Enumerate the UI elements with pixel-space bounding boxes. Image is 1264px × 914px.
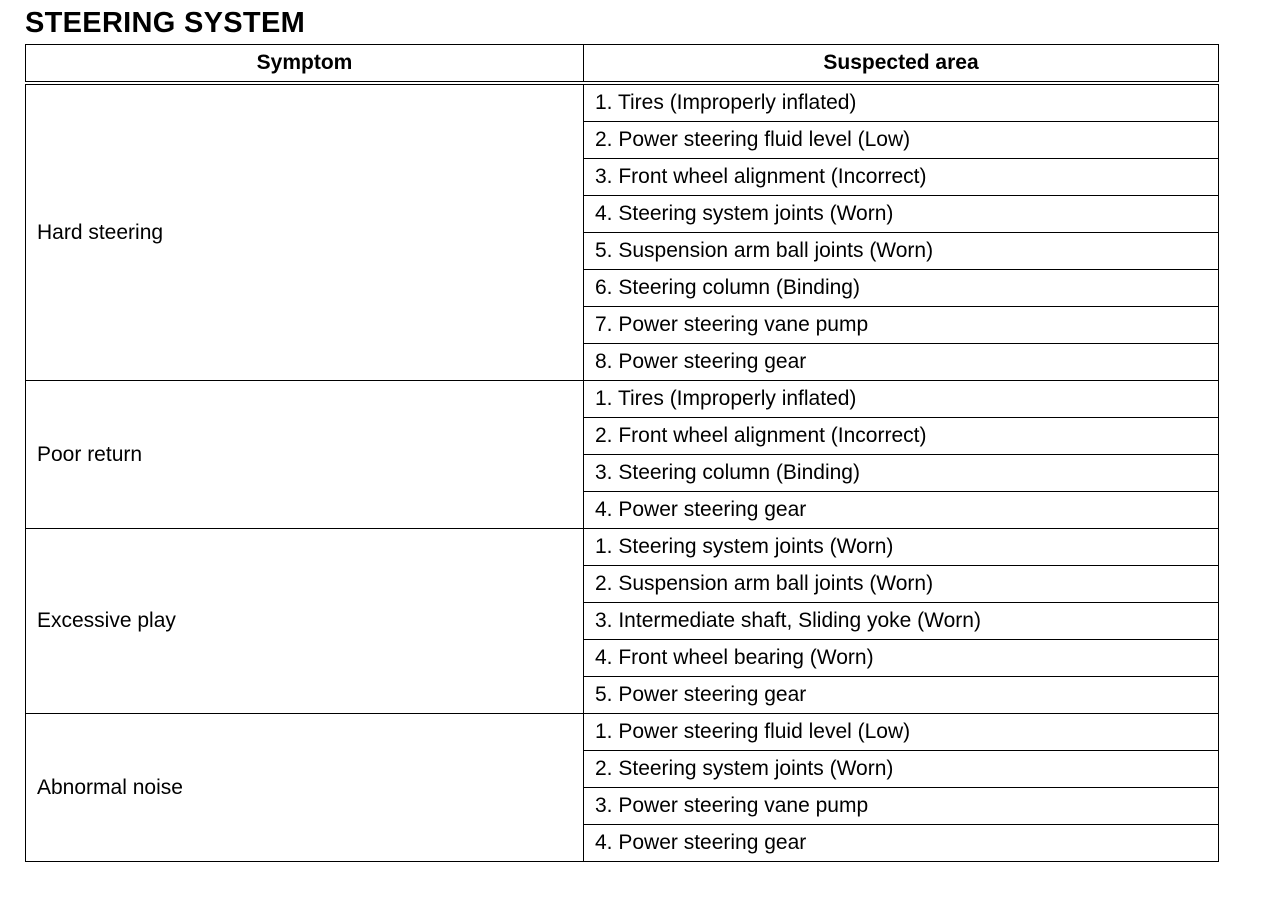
suspected-area-cell: 1. Tires (Improperly inflated) [584,83,1219,122]
table-row [26,83,1219,122]
suspected-area-cell: 4. Steering system joints (Worn) [584,196,1219,233]
table-row [26,529,1219,566]
suspected-area-cell: 4. Power steering gear [584,825,1219,862]
suspected-area-cell: 3. Intermediate shaft, Sliding yoke (Worn) [584,603,1219,640]
suspected-area-cell: 1. Tires (Improperly inflated) [584,381,1219,418]
symptom-cell: Poor return [26,381,584,529]
suspected-area-cell: 3. Front wheel alignment (Incorrect) [584,159,1219,196]
suspected-area-cell: 8. Power steering gear [584,344,1219,381]
symptom-column-header: Symptom [26,45,584,84]
suspected-area-cell: 3. Power steering vane pump [584,788,1219,825]
suspected-area-cell: 1. Power steering fluid level (Low) [584,714,1219,751]
suspected-area-cell: 2. Power steering fluid level (Low) [584,122,1219,159]
page-title: STEERING SYSTEM [25,7,306,39]
symptom-cell: Hard steering [26,83,584,381]
symptom-cell: Abnormal noise [26,714,584,862]
suspected-area-cell: 7. Power steering vane pump [584,307,1219,344]
table-row [26,381,1219,418]
suspected-area-column-header: Suspected area [584,45,1219,84]
suspected-area-cell: 6. Steering column (Binding) [584,270,1219,307]
suspected-area-cell: 1. Steering system joints (Worn) [584,529,1219,566]
troubleshooting-table [25,44,1219,862]
suspected-area-cell: 5. Suspension arm ball joints (Worn) [584,233,1219,270]
suspected-area-cell: 3. Steering column (Binding) [584,455,1219,492]
suspected-area-cell: 4. Power steering gear [584,492,1219,529]
table-row [26,714,1219,751]
suspected-area-cell: 2. Steering system joints (Worn) [584,751,1219,788]
suspected-area-cell: 2. Front wheel alignment (Incorrect) [584,418,1219,455]
suspected-area-cell: 4. Front wheel bearing (Worn) [584,640,1219,677]
header-row [26,45,1219,84]
suspected-area-cell: 5. Power steering gear [584,677,1219,714]
suspected-area-cell: 2. Suspension arm ball joints (Worn) [584,566,1219,603]
table-body [26,83,1219,862]
symptom-cell: Excessive play [26,529,584,714]
